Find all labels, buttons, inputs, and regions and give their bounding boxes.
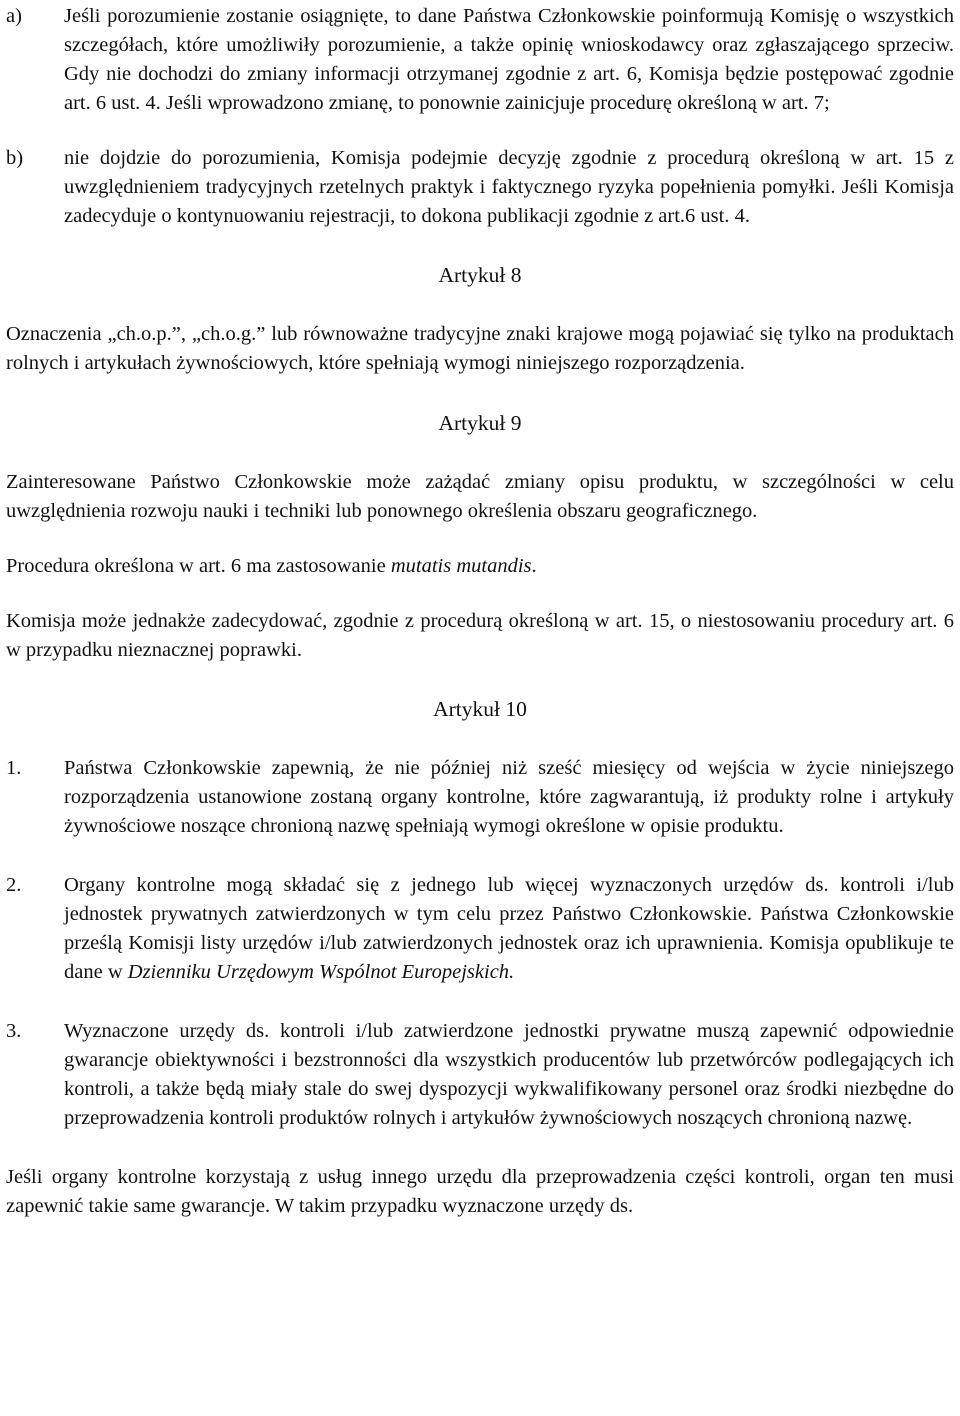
article-10-item-2 xyxy=(6,871,954,987)
paragraph-text: Procedura określona w art. 6 ma zastosowanie xyxy=(6,555,391,577)
list-marker: b) xyxy=(6,147,24,169)
list-marker: a) xyxy=(6,5,22,27)
paragraph-end: . xyxy=(531,555,537,577)
article-9-paragraph-2 xyxy=(6,552,954,581)
list-item-text: Jeśli porozumienie zostanie osiągnięte, to dane Państwa Członkowskie poinformują Komisję o wszystkich szczegółach, które umożliwiły porozumienie, a także opinię wnioskodawcy oraz zgłaszającego sprzeciw. Gdy nie dochodzi do zmiany informacji otrzymanej zgodnie z art. 6, Komisja będzie postępować zgodnie art. 6 ust. 4. Jeśli wprowadzono zmianę, to ponownie zainicjuje procedurę określoną w art. 7; xyxy=(64,5,954,114)
list-item-text: Wyznaczone urzędy ds. kontroli i/lub zatwierdzone jednostki prywatne muszą zapewnić odpowiednie gwarancje obiektywności i bezstronności dla wszystkich producentów lub przetwórców podlegających ich kontroli, a także będą miały stale do swej dyspozycji wykwalifikowany personel oraz środki niezbędne do przeprowadzenia kontroli produktów rolnych i artykułów żywnościowych noszących chronioną nazwę. xyxy=(64,1020,954,1129)
article-10-tail-paragraph: Jeśli organy kontrolne korzystają z usług innego urzędu dla przeprowadzenia części kontroli, organ ten musi zapewnić takie same gwarancje. W takim przypadku wyznaczone urzędy ds. xyxy=(6,1166,954,1217)
document-page xyxy=(6,0,954,1221)
list-marker: 3. xyxy=(6,1020,22,1042)
list-marker: 2. xyxy=(6,874,22,896)
article-9-paragraph-3: Komisja może jednakże zadecydować, zgodnie z procedurą określoną w art. 15, o niestosowaniu procedury art. 6 w przypadku nieznacznej poprawki. xyxy=(6,610,954,661)
list-marker: 1. xyxy=(6,757,22,779)
article-10-heading: Artykuł 10 xyxy=(433,697,527,721)
list-item-b xyxy=(6,144,954,231)
list-item-text: Państwa Członkowskie zapewnią, że nie później niż sześć miesięcy od wejścia w życie niniejszego rozporządzenia ustanowione zostaną organy kontrolne, które zagwarantują, iż produkty rolne i artykuły żywnościowe noszące chronioną nazwę spełniają wymogi określone w opisie produktu. xyxy=(64,757,954,837)
article-8-text: Oznaczenia „ch.o.p.”, „ch.o.g.” lub równoważne tradycyjne znaki krajowe mogą pojawiać się tylko na produktach rolnych i artykułach żywnościowych, które spełniają wymogi niniejszego rozporządzenia. xyxy=(6,323,954,374)
article-9-heading: Artykuł 9 xyxy=(438,411,522,435)
paragraph-italic-text: mutatis mutandis xyxy=(390,555,532,577)
list-item-text: nie dojdzie do porozumienia, Komisja podejmie decyzję zgodnie z procedurą określoną w art. 15 z uwzględnieniem tradycyjnych rzetelnych praktyk i faktycznego ryzyka popełnienia pomyłki. Jeśli Komisja zadecyduje o kontynuowaniu rejestracji, to dokona publikacji zgodnie z art.6 ust. 4. xyxy=(64,147,954,227)
list-item-text: Organy kontrolne mogą składać się z jednego lub więcej wyznaczonych urzędów ds. kontroli i/lub jednostek prywatnych zatwierdzonych w tym celu przez Państwo Członkowskie. Państwa Członkowskie prześlą Komisji listy urzędów i/lub zatwierdzonych jednostek oraz ich uprawnienia. Komisja opublikuje te dane w xyxy=(64,874,954,983)
list-item-a xyxy=(6,2,954,118)
article-8-heading: Artykuł 8 xyxy=(438,263,522,287)
article-10-item-1 xyxy=(6,754,954,841)
article-10-item-3 xyxy=(6,1017,954,1133)
article-9-paragraph-1: Zainteresowane Państwo Członkowskie może zażądać zmiany opisu produktu, w szczególności w celu uwzględnienia rozwoju nauki i techniki lub ponownego określenia obszaru geograficznego. xyxy=(6,471,954,522)
journal-title: Dzienniku Urzędowym Wspólnot Europejskich. xyxy=(127,961,515,983)
